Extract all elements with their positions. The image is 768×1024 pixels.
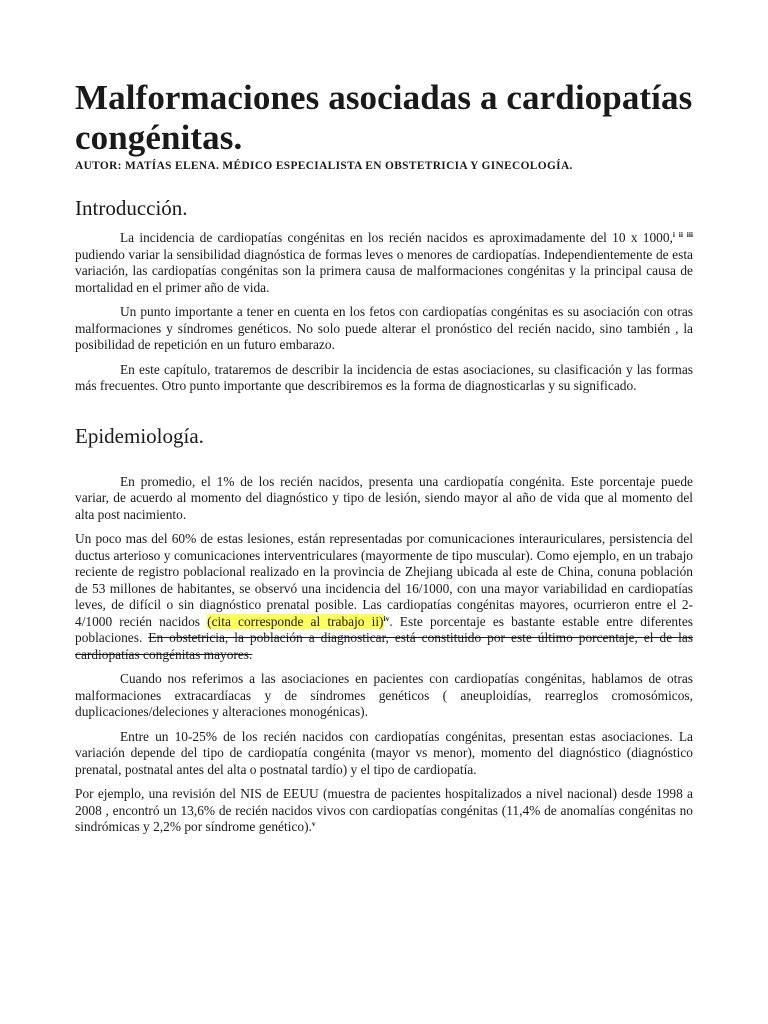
epi-p2-text-b: . Este porcentaje es bastante estable entre diferentes poblaciones. bbox=[75, 613, 694, 645]
epi-p5-text: Por ejemplo, una revisión del NIS de EEUU (muestra de pacientes hospitalizados a nivel nacional) desde 1998 a 2008 , encontró un 13,6% de recién nacidos vivos con cardiopatías congénitas (11,4% de anomalías congénitas no sindrómicas y 2,2% por síndrome genético). bbox=[75, 786, 693, 834]
epi-paragraph-2 bbox=[75, 531, 693, 663]
section-heading-epidemiologia: Epidemiología. bbox=[75, 423, 204, 448]
author-line: AUTOR: MATÍAS ELENA. MÉDICO ESPECIALISTA EN OBSTETRICIA Y GINECOLOGÍA. bbox=[75, 160, 573, 172]
intro-paragraph-2: Un punto importante a tener en cuenta en los fetos con cardiopatías congénitas es su asociación con otras malformaciones y síndromes genéticos. No solo puede alterar el pronóstico del recién nacido, sino también , la posibilidad de repetición en un futuro embarazo. bbox=[75, 304, 693, 352]
document-page bbox=[75, 78, 693, 836]
intro-paragraph-3: En este capítulo, trataremos de describir la incidencia de estas asociaciones, su clasificación y las formas más frecuentes. Otro punto importante que describiremos es la forma de diagnosticarlas y su significado. bbox=[75, 361, 693, 393]
footnote-ref-iv: iv bbox=[383, 613, 390, 623]
section-heading-introduccion: Introducción. bbox=[75, 196, 188, 220]
document-title: Malformaciones asociadas a cardiopatías congénitas. bbox=[75, 78, 693, 157]
footnote-ref-v: v bbox=[311, 819, 316, 828]
intro-p1-text-b: pudiendo variar la sensibilidad diagnóstica de formas leves o menores de cardiopatías. Independientemente de esta variación, las cardiopatías congénitas son la primera causa de malformaciones congénitas y la principal causa de mortalidad en el primer año de vida. bbox=[75, 246, 693, 295]
epi-paragraph-3: Cuando nos referimos a las asociaciones en pacientes con cardiopatías congénitas, hablamos de otras malformaciones extracardíacas y de síndromes genéticos ( aneuploidías, rearreglos cromosómicos, duplicaciones/deleciones y alteraciones monogénicas). bbox=[75, 671, 693, 719]
highlighted-citation: (cita corresponde al trabajo ii) bbox=[207, 613, 384, 629]
epi-paragraph-5 bbox=[75, 786, 693, 836]
epi-paragraph-1: En promedio, el 1% de los recién nacidos, presenta una cardiopatía congénita. Este porcentaje puede variar, de acuerdo al momento del diagnóstico y tipo de lesión, siendo mayor al año de vida que al momento del alta post nacimiento. bbox=[75, 473, 693, 522]
epi-paragraph-4: Entre un 10-25% de los recién nacidos con cardiopatías congénitas, presentan estas asociaciones. La variación depende del tipo de cardiopatía congénita (mayor vs menor), momento del diagnóstico (diagnóstico prenatal, postnatal antes del alta o postnatal tardío) y el tipo de cardiopatía. bbox=[75, 728, 693, 777]
footnote-refs: i ii iii bbox=[672, 230, 693, 239]
intro-p1-text-a: La incidencia de cardiopatías congénitas en los recién nacidos es aproximadamente del 10 x 1000, bbox=[120, 230, 673, 245]
intro-paragraph-1 bbox=[75, 230, 693, 296]
struck-through-text: En obstetricia, la población a diagnosticar, está constituido por este último porcentaje, el de las cardiopatías congénitas mayores. bbox=[75, 630, 693, 662]
epi-p2-text-a: Un poco mas del 60% de estas lesiones, están representadas por comunicaciones interauriculares, persistencia del ductus arterioso y comunicaciones interventriculares (mayormente de tipo muscular). Como ejemplo, en un trabajo reciente de registro poblacional realizado en la provincia de Zhejiang ubicada al este de China, conuna población de 53 millones de habitantes, se observó una incidencia del 16/1000, con una mayor variabilidad en cardiopatías leves, de difícil o sin diagnóstico prenatal posible. Las cardiopatías congénitas mayores, ocurrieron entre el 2-4/1000 recién nacidos bbox=[75, 531, 693, 629]
